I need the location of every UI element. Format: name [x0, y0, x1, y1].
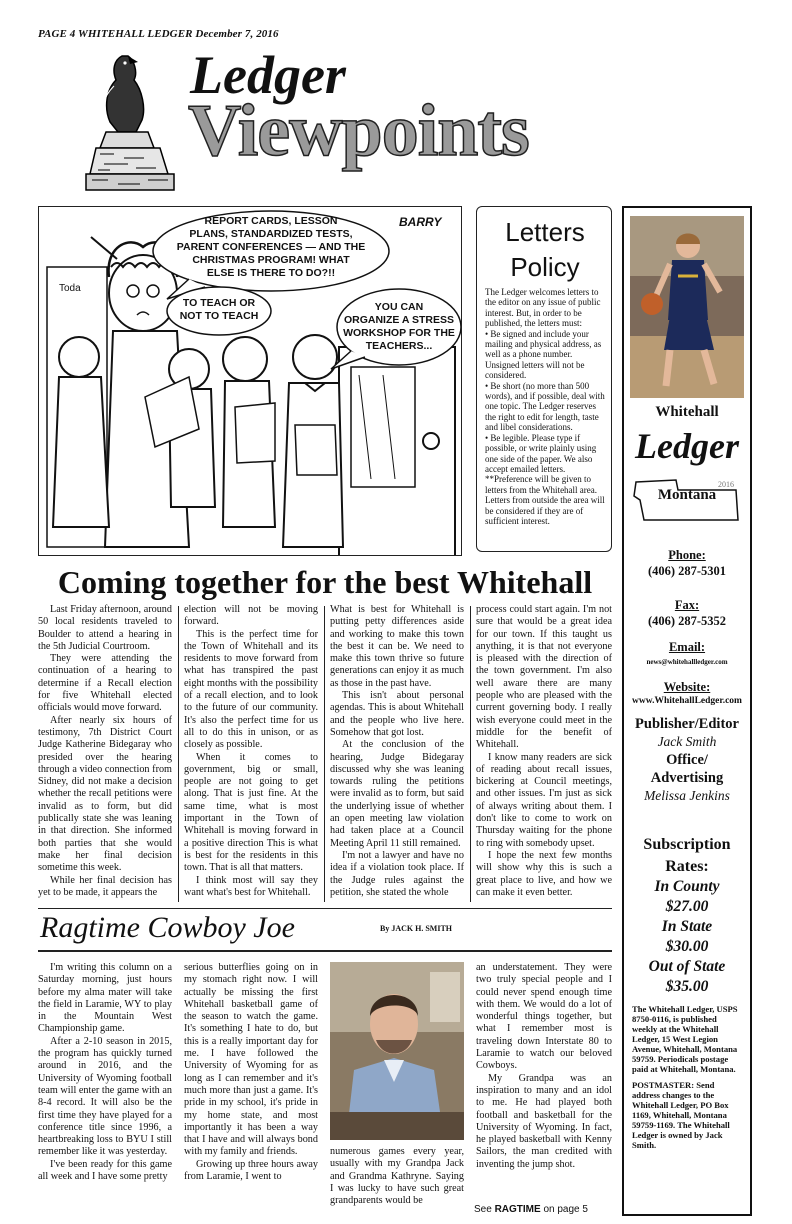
- editorial-paragraph: I know many readers are sick of reading about recall issues, bickering at Council meetings, and other issues. I'm just as sick of always writing about them. I don't like to come to work on Thursday waiting for the phone to ring with somebody upset.: [476, 751, 612, 849]
- editorial-paragraph: What is best for Whitehall is putting petty differences aside and working to make this town the best it can be. We need to make this town thrive so future generations can enjoy it as much as those in the past have.: [330, 604, 464, 689]
- column-paragraph: serious butterflies going on in my stomach right now. I will actually be missing the first Whitehall basketball game of the season to watch the game. It's something I hate to do, but this is a really important day for me. I have followed the University of Wyoming for as long as I can remember and it's much more than just a game. It's pride in my school, it's pride in my home state, and most importantly it has been a way that I have and will always bond with my family and friends.: [184, 962, 318, 1158]
- office-name: Melissa Jenkins: [644, 788, 730, 803]
- column-text-1: [38, 962, 172, 1212]
- publication-notice: The Whitehall Ledger, USPS 8750-0116, is published weekly at the Whitehall Ledger, 15 West Legion Avenue, Whitehall, Montana 59759. Periodicals postage paid at Whitehall, Montana.: [632, 1004, 738, 1074]
- column-paragraph: Growing up three hours away from Laramie, I went to: [184, 1158, 318, 1183]
- editorial-headline: Coming together for the best Whitehall: [57, 564, 593, 600]
- classroom-door: [339, 347, 455, 556]
- bubble-left-text: TO TEACH OR NOT TO TEACH: [179, 297, 259, 322]
- column-byline: By JACK H. SMITH: [380, 924, 453, 933]
- editorial-paragraph: election will not be moving forward.: [184, 604, 318, 628]
- publisher-label: Publisher/Editor: [635, 716, 739, 732]
- paper-name-line2: Ledger: [635, 426, 739, 466]
- column-text-4: [476, 962, 612, 1200]
- column-paragraph: an understatement. They were two truly special people and I could never spend enough time with them. We would do a lot of wonderful things together, but what I remember most is traveling down Interstate 80 to Laramie to watch our beloved Cowboys.: [476, 962, 612, 1072]
- bubble-main-text: REPORT CARDS, LESSON PLANS, STANDARDIZED TESTS, PARENT CONFERENCES — AND THE CHRISTMAS PROGRAM! WHAT ELSE IS THERE TO DO?!!: [176, 215, 366, 279]
- editorial-cartoon: [38, 206, 462, 556]
- editorial-paragraph: After nearly six hours of testimony, 7th District Court Judge Katherine Bidegaray who presided over the hearing through a video connection from Sidney, did not make a decision whether the recall petitions were invalid as to form, but did publically state she was leaning in that direction. She informed both parties that she would make her final decision sometime this week.: [38, 714, 172, 874]
- editorial-column-2: [184, 604, 318, 904]
- editorial-paragraph: At the conclusion of the hearing, Judge Bidegaray discussed why she was leaning towards ruling the petitions were invalid as to form, but said the underlying issue of whether an open meeting law violation had taken place at a Council Meeting April 11 still remained.: [330, 739, 464, 849]
- paper-name-line1: Whitehall: [655, 404, 719, 420]
- continued-keyword: RAGTIME: [494, 1204, 541, 1215]
- column-title: Ragtime Cowboy Joe: [40, 911, 295, 944]
- rate-price-in-county: $27.00: [665, 898, 709, 915]
- editorial-paragraph: While her final decision has yet to be made, it appears the: [38, 874, 172, 898]
- editorial-column-1: [38, 604, 172, 904]
- editorial-column-4: [476, 604, 612, 904]
- rate-label-out-of-state: Out of State: [648, 958, 726, 975]
- continued-on-page-link[interactable]: [474, 1204, 588, 1215]
- website-url[interactable]: www.WhitehallLedger.com: [632, 696, 742, 706]
- website-label: Website:: [663, 680, 711, 694]
- policy-title: Letters Policy: [505, 217, 585, 282]
- column-paragraph: numerous games every year, usually with my Grandpa Jack and Grandma Kathryne. Saying I was lucky to have such great grandparents would be: [330, 1146, 464, 1207]
- masthead-ledger: Ledger: [190, 45, 346, 105]
- column-rule: [178, 606, 179, 902]
- editorial-paragraph: I hope the next few months will show why this is such a great place to live, and how we can make it even better.: [476, 849, 612, 898]
- editorial-column-3: [330, 604, 464, 904]
- policy-paragraph: The Ledger welcomes letters to the editor on any issue of public interest. But, in order to be published, the letters must:: [485, 287, 601, 329]
- rate-label-in-state: In State: [661, 918, 713, 935]
- editorial-paragraph: They were attending the continuation of a hearing to determine if a Recall election for five Whitehall elected officials would move forward.: [38, 653, 172, 714]
- montana-badge-year: 2016: [718, 480, 734, 489]
- fax-number: (406) 287-5352: [647, 614, 727, 628]
- column-rule: [324, 606, 325, 902]
- masthead-viewpoints: Viewpoints: [188, 90, 529, 172]
- bubble-right-text: YOU CAN ORGANIZE A STRESS WORKSHOP FOR THE TEACHERS...: [343, 301, 455, 352]
- rate-label-in-county: In County: [654, 878, 720, 895]
- subscription-label-line1: Subscription: [643, 836, 731, 853]
- continued-prefix: See: [474, 1204, 495, 1215]
- section-rule: [38, 908, 612, 909]
- editorial-paragraph: This is the perfect time for the Town of Whitehall and its residents to move forward from what has transpired the past eight months with the possibility of a recall election, and to look to the future of our community. It's also the perfect time for us all to do this in unison, or as closely as possible.: [184, 628, 318, 751]
- column-text-2: [184, 962, 318, 1212]
- rate-price-in-state: $30.00: [665, 938, 709, 955]
- continued-suffix: on page 5: [540, 1204, 588, 1215]
- policy-paragraph: • Be short (no more than 500 words), and if possible, deal with one topic. The Ledger reserves the right to edit for length, taste and libel considerations.: [485, 380, 605, 433]
- chalkboard-text: Toda: [59, 283, 81, 294]
- eagle-statue-logo: [84, 50, 176, 198]
- contact-sidebar: [622, 206, 752, 1216]
- editorial-paragraph: I think most will say they want what's best for Whitehall.: [184, 874, 318, 898]
- office-label-line2: Advertising: [650, 770, 724, 786]
- editorial-paragraph: When it comes to government, big or small, people are not going to get along. That is just fine. At the same time, what is most important in the Town of Whitehall is moving forward in a positive direction This is what is best for the residents in this town. That is all that matters.: [184, 751, 318, 874]
- office-label-line1: Office/: [666, 752, 708, 768]
- section-rule: [38, 950, 612, 952]
- page-folio: PAGE 4 WHITEHALL LEDGER December 7, 2016: [38, 28, 279, 40]
- column-paragraph: My Grandpa was an inspiration to many and an idol to me. He had played both football and basketball for the University of Wyoming. In fact, he played basketball with Kenny Sailors, the man credited with inventing the jump shot.: [476, 1072, 612, 1170]
- editorial-paragraph: This isn't about personal agendas. This is about Whitehall and the people who live here. Somehow that got lost.: [330, 690, 464, 738]
- column-paragraph: I'm writing this column on a Saturday morning, just hours before my alma mater will take the field in Laramie, WY to play in the Mountain West Championship game.: [38, 962, 172, 1035]
- column-paragraph: After a 2-10 season in 2015, the program has quickly turned around in 2016, and the University of Wyoming football team will enter the game with an 8-4 record. It will also be the first time they have played for a conference title since 1996, a heartbreaking loss to BYU I still remember like it was yesterday.: [38, 1035, 172, 1158]
- postmaster-notice: POSTMASTER: Send address changes to the Whitehall Ledger, PO Box 1169, Whitehall, Montana 59759-1169. The Whitehall Ledger is owned by Jack Smith.: [632, 1080, 730, 1150]
- policy-paragraph: • Be legible. Please type if possible, or write plainly using one side of the paper. We also accept emailed letters.: [485, 432, 597, 474]
- policy-paragraph: • Be signed and include your mailing and physical address, as well as a phone number. Unsigned letters will not be considered.: [485, 328, 602, 381]
- letters-policy-box: [476, 206, 612, 552]
- fax-label: Fax:: [674, 598, 700, 612]
- door-knob: [423, 433, 439, 449]
- basketball-player-photo: [630, 216, 744, 398]
- phone-number: (406) 287-5301: [647, 564, 727, 578]
- author-photo: [330, 962, 464, 1140]
- editorial-paragraph: I'm not a lawyer and have no idea if a violation took place. If the Judge rules against the petition, she stated the whole: [330, 849, 464, 898]
- email-address[interactable]: news@whitehallledger.com: [646, 658, 728, 666]
- policy-body: [485, 287, 605, 526]
- phone-label: Phone:: [668, 548, 706, 562]
- child-left: [53, 377, 109, 527]
- cartoon-signature: BARRY: [399, 215, 442, 229]
- editorial-paragraph: process could start again. I'm not sure that would be a great idea for our town. If this taught us anything, it is that not everyone is pleased with the direction of the town government. I'm also well aware there are many people who are pleased with the current governing body. I really wish everyone could meet in the middle for the benefit of Whitehall.: [476, 604, 612, 751]
- column-rule: [470, 606, 471, 902]
- column-text-3: [330, 1146, 464, 1212]
- email-label: Email:: [668, 640, 706, 654]
- subscription-label-line2: Rates:: [665, 858, 709, 875]
- editorial-paragraph: Last Friday afternoon, around 50 local residents traveled to Boulder to attend a hearing in the 5th Judicial Courtroom.: [38, 604, 172, 652]
- rate-price-out-of-state: $35.00: [665, 978, 709, 995]
- montana-badge-name: Montana: [657, 487, 717, 503]
- publisher-name: Jack Smith: [657, 734, 717, 749]
- column-paragraph: I've been ready for this game all week and I have some pretty: [38, 1158, 172, 1183]
- policy-paragraph: **Preference will be given to letters from the Whitehall area. Letters from outside the area will be considered if they are of sufficient interest.: [485, 474, 605, 526]
